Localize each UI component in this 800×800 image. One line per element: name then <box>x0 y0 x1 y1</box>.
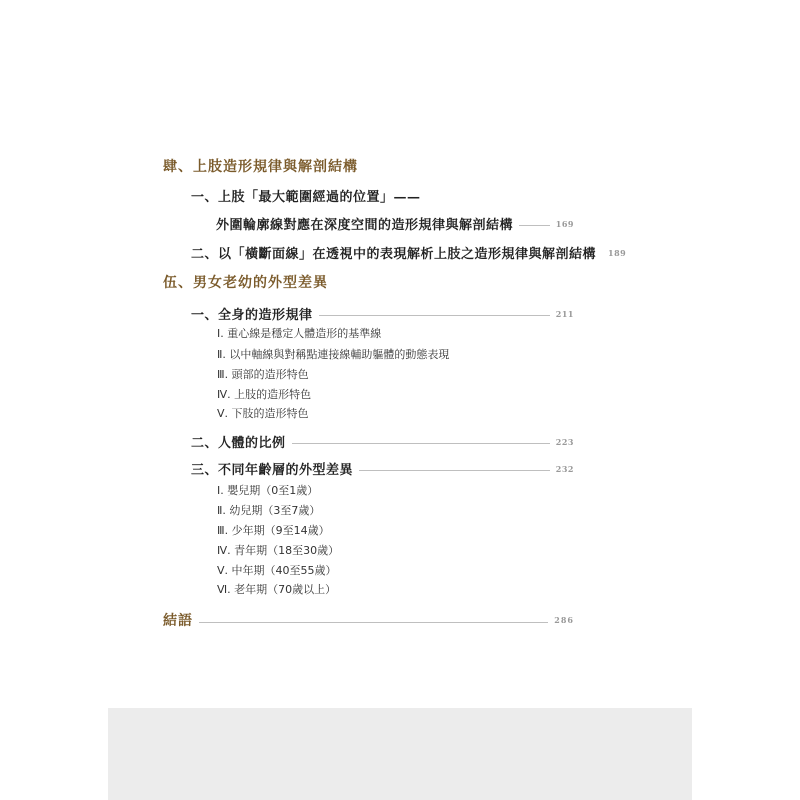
toc-subitem[interactable] <box>217 562 337 578</box>
subitem-text: Ⅳ. 上肢的造形特色 <box>217 388 312 401</box>
page-number: 286 <box>554 615 574 625</box>
chapter-4-section-1-line1[interactable] <box>191 186 421 205</box>
page-number: 223 <box>555 436 574 447</box>
subitem-text: Ⅰ. 重心線是穩定人體造形的基準線 <box>217 327 382 340</box>
toc-subitem[interactable] <box>217 522 330 538</box>
chapter-5-section-1[interactable] <box>191 304 574 323</box>
chapter-4-title-text: 肆、上肢造形規律與解剖結構 <box>163 159 358 175</box>
footer-gray-block <box>108 708 692 800</box>
toc-subitem[interactable] <box>217 581 336 597</box>
subitem-text: Ⅰ. 嬰兒期（0至1歲） <box>217 484 319 497</box>
conclusion-title: 結語 <box>163 613 193 629</box>
chapter-5-title[interactable] <box>163 272 328 292</box>
toc-subitem[interactable] <box>217 325 381 341</box>
subitem-text: Ⅵ. 老年期（70歲以上） <box>217 583 337 596</box>
toc-subitem[interactable] <box>217 542 339 558</box>
subitem-text: Ⅱ. 以中軸線與對稱點連接線輔助軀體的動態表現 <box>217 348 450 361</box>
chapter-4-title[interactable] <box>163 156 358 176</box>
section-title: 二、以「橫斷面線」在透視中的表現解析上肢之造形規律與解剖結構 <box>191 247 597 262</box>
toc-subitem[interactable] <box>217 386 311 402</box>
subitem-text: Ⅲ. 頭部的造形特色 <box>217 368 309 381</box>
section-title: 三、不同年齡層的外型差異 <box>191 463 354 478</box>
chapter-4-section-1-line2[interactable] <box>216 214 574 233</box>
toc-subitem[interactable] <box>217 366 309 382</box>
toc-subitem[interactable] <box>217 405 309 421</box>
dot-leader <box>199 622 548 623</box>
page-number: 211 <box>555 308 574 319</box>
subitem-text: Ⅴ. 中年期（40至55歲） <box>217 564 337 577</box>
toc-subitem[interactable] <box>217 346 449 362</box>
subitem-text: Ⅳ. 青年期（18至30歲） <box>217 544 340 557</box>
subitem-text: Ⅴ. 下肢的造形特色 <box>217 407 309 420</box>
chapter-5-section-2[interactable] <box>191 432 574 451</box>
chapter-5-section-3[interactable] <box>191 459 574 478</box>
dot-leader <box>292 443 550 444</box>
page-number: 169 <box>555 218 574 229</box>
conclusion-entry[interactable] <box>163 610 574 630</box>
section-title: 一、上肢「最大範圍經過的位置」—— <box>191 190 421 205</box>
chapter-4-section-2[interactable] <box>191 243 627 262</box>
subitem-text: Ⅲ. 少年期（9至14歲） <box>217 524 330 537</box>
dot-leader <box>319 315 550 316</box>
subitem-text: Ⅱ. 幼兒期（3至7歲） <box>217 504 321 517</box>
page-number: 189 <box>608 247 627 258</box>
chapter-5-title-text: 伍、男女老幼的外型差異 <box>163 275 328 291</box>
section-title: 一、全身的造形規律 <box>191 308 313 323</box>
section-title: 外圍輪廓線對應在深度空間的造形規律與解剖結構 <box>216 218 514 233</box>
section-title: 二、人體的比例 <box>191 436 286 451</box>
dot-leader <box>519 225 550 226</box>
toc-subitem[interactable] <box>217 502 320 518</box>
dot-leader <box>359 470 550 471</box>
toc-subitem[interactable] <box>217 482 318 498</box>
page-number: 232 <box>555 463 574 474</box>
